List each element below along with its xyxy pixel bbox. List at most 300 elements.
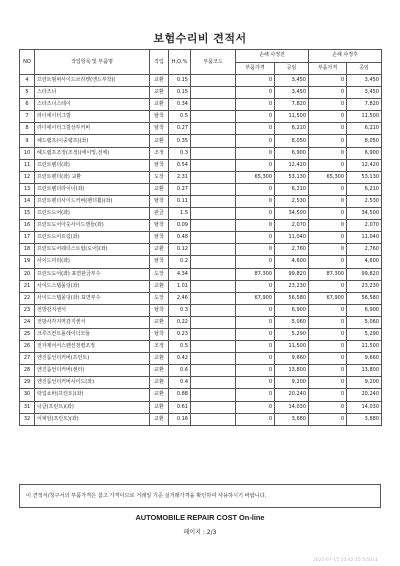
row-hours: 0.61 — [169, 401, 191, 413]
row-work-type: 탈착 — [150, 232, 169, 244]
row-before-labor: 3,450 — [275, 75, 309, 87]
row-work-type: 판금 — [150, 208, 169, 220]
row-after-part-price: 0 — [309, 244, 347, 256]
row-part-code — [191, 413, 236, 425]
row-work-type: 탈착 — [150, 111, 169, 123]
row-item-name: 전방사각지역감지센서 — [35, 316, 150, 328]
row-before-labor: 6,900 — [275, 147, 309, 159]
row-part-code — [191, 377, 236, 389]
row-after-labor: 6,210 — [347, 123, 382, 135]
row-no: 19 — [20, 256, 35, 268]
table-row — [20, 365, 382, 377]
row-work-type: 도장 — [150, 268, 169, 280]
table-row — [20, 123, 382, 135]
row-hours: 0.23 — [169, 328, 191, 340]
row-item-name: 어퍼암(프런트)(좌) — [35, 413, 150, 425]
row-before-labor: 6,210 — [275, 123, 309, 135]
row-before-part-price: 0 — [236, 87, 275, 99]
row-work-type: 조정 — [150, 147, 169, 159]
row-part-code — [191, 304, 236, 316]
row-no: 7 — [20, 111, 35, 123]
row-before-labor: 56,580 — [275, 292, 309, 304]
row-after-part-price: 0 — [309, 195, 347, 207]
estimate-table — [19, 49, 382, 426]
row-part-code — [191, 292, 236, 304]
row-before-part-price: 0 — [236, 244, 275, 256]
table-row — [20, 87, 382, 99]
row-hours: 0.48 — [169, 232, 191, 244]
row-after-part-price: 0 — [309, 377, 347, 389]
row-part-code — [191, 401, 236, 413]
row-no: 20 — [20, 268, 35, 280]
row-after-part-price: 0 — [309, 220, 347, 232]
row-before-part-price: 0 — [236, 316, 275, 328]
row-hours: 0.3 — [169, 147, 191, 159]
row-after-labor: 3,450 — [347, 87, 382, 99]
table-row — [20, 353, 382, 365]
row-work-type: 탈착 — [150, 220, 169, 232]
row-item-name: 전방감지센서 — [35, 304, 150, 316]
row-no: 14 — [20, 195, 35, 207]
row-before-part-price: 0 — [236, 183, 275, 195]
row-item-name: 라디에이터그릴상부커버 — [35, 123, 150, 135]
row-after-labor: 56,580 — [347, 292, 382, 304]
row-after-part-price: 65,300 — [309, 171, 347, 183]
table-row — [20, 147, 382, 159]
table-row — [20, 389, 382, 401]
header-after-labor: 공임 — [347, 62, 382, 75]
table-row — [20, 401, 382, 413]
row-hours: 4.34 — [169, 268, 191, 280]
row-work-type: 교환 — [150, 99, 169, 111]
table-row — [20, 220, 382, 232]
row-before-part-price: 0 — [236, 135, 275, 147]
row-before-part-price: 0 — [236, 280, 275, 292]
row-before-part-price: 0 — [236, 75, 275, 87]
document-title: 보험수리비 견적서 — [153, 32, 247, 45]
row-before-labor: 11,040 — [275, 232, 309, 244]
row-no: 22 — [20, 292, 35, 304]
row-before-part-price: 67,900 — [236, 292, 275, 304]
row-after-labor: 3,450 — [347, 75, 382, 87]
row-hours: 0.15 — [169, 75, 191, 87]
row-after-labor: 53,130 — [347, 171, 382, 183]
row-before-part-price: 0 — [236, 365, 275, 377]
row-item-name: 사이드미러(좌) — [35, 256, 150, 268]
header-no: NO — [20, 50, 35, 75]
row-before-labor: 13,800 — [275, 365, 309, 377]
row-no: 6 — [20, 99, 35, 111]
row-no: 9 — [20, 135, 35, 147]
page-number: 페이지 : 2/3 — [183, 529, 217, 536]
row-work-type: 교환 — [150, 389, 169, 401]
table-row — [20, 316, 382, 328]
row-hours: 0.54 — [169, 159, 191, 171]
row-before-part-price: 0 — [236, 341, 275, 353]
row-part-code — [191, 99, 236, 111]
row-part-code — [191, 159, 236, 171]
row-item-name: 프런트펜더사이드커버(펜더휠)(좌) — [35, 195, 150, 207]
row-after-part-price: 0 — [309, 328, 347, 340]
row-before-labor: 2,530 — [275, 195, 309, 207]
row-item-name: 프런트도어(좌) 표면판금부수 — [35, 268, 150, 280]
row-no: 24 — [20, 316, 35, 328]
row-before-part-price: 0 — [236, 389, 275, 401]
row-after-part-price: 0 — [309, 401, 347, 413]
row-item-name: 엔진룸언더커버(센터) — [35, 365, 150, 377]
row-item-name: 사이드스텝몰딩(좌) — [35, 280, 150, 292]
row-item-name: 프런트도어아웃사이드핸들(좌) — [35, 220, 150, 232]
table-row — [20, 99, 382, 111]
row-after-part-price: 0 — [309, 99, 347, 111]
row-item-name: 프런트도어트림(좌) — [35, 232, 150, 244]
row-before-labor: 2,760 — [275, 244, 309, 256]
table-row — [20, 232, 382, 244]
row-part-code — [191, 75, 236, 87]
row-work-type: 조정 — [150, 341, 169, 353]
row-work-type: 교환 — [150, 413, 169, 425]
row-work-type: 교환 — [150, 75, 169, 87]
row-before-labor: 12,420 — [275, 159, 309, 171]
row-item-name: 프런트펜더라이너(좌) — [35, 183, 150, 195]
row-after-part-price: 0 — [309, 413, 347, 425]
row-work-type: 교환 — [150, 135, 169, 147]
row-before-part-price: 65,300 — [236, 171, 275, 183]
row-part-code — [191, 135, 236, 147]
row-before-labor: 2,070 — [275, 220, 309, 232]
row-after-part-price: 0 — [309, 256, 347, 268]
row-before-labor: 5,290 — [275, 328, 309, 340]
row-before-labor: 11,500 — [275, 111, 309, 123]
row-before-part-price: 0 — [236, 413, 275, 425]
table-row — [20, 171, 382, 183]
row-after-part-price: 0 — [309, 316, 347, 328]
row-hours: 2.31 — [169, 171, 191, 183]
table-row — [20, 256, 382, 268]
row-hours: 0.35 — [169, 135, 191, 147]
row-after-part-price: 0 — [309, 208, 347, 220]
row-work-type: 교환 — [150, 353, 169, 365]
header-after-adjustment: 손해 사정후 — [309, 50, 382, 63]
header-after-part-price: 부품가격 — [309, 62, 347, 75]
row-hours: 0.27 — [169, 183, 191, 195]
row-before-labor: 3,680 — [275, 413, 309, 425]
row-part-code — [191, 389, 236, 401]
row-work-type: 탈착 — [150, 195, 169, 207]
row-work-type: 교환 — [150, 316, 169, 328]
row-before-part-price: 0 — [236, 99, 275, 111]
row-hours: 0.5 — [169, 111, 191, 123]
row-part-code — [191, 341, 236, 353]
row-before-part-price: 87,300 — [236, 268, 275, 280]
row-before-labor: 6,210 — [275, 183, 309, 195]
row-no: 25 — [20, 328, 35, 340]
row-no: 21 — [20, 280, 35, 292]
header-work: 작업 — [150, 50, 169, 75]
row-after-labor: 5,290 — [347, 328, 382, 340]
header-before-part-price: 부품가격 — [236, 62, 275, 75]
row-no: 32 — [20, 413, 35, 425]
row-item-name: 엔진룸언더커버사이드(좌) — [35, 377, 150, 389]
row-work-type: 교환 — [150, 377, 169, 389]
row-no: 10 — [20, 147, 35, 159]
table-row — [20, 280, 382, 292]
row-hours: 0.6 — [169, 365, 191, 377]
row-no: 27 — [20, 353, 35, 365]
row-before-labor: 20,240 — [275, 389, 309, 401]
row-before-part-price: 0 — [236, 208, 275, 220]
row-after-labor: 99,820 — [347, 268, 382, 280]
header-item: 작업항목 및 부품명 — [35, 50, 150, 75]
row-before-part-price: 0 — [236, 220, 275, 232]
table-row — [20, 183, 382, 195]
table-row — [20, 292, 382, 304]
row-hours: 0.3 — [169, 304, 191, 316]
row-before-labor: 99,820 — [275, 268, 309, 280]
row-after-labor: 2,070 — [347, 220, 382, 232]
row-no: 23 — [20, 304, 35, 316]
row-hours: 0.88 — [169, 389, 191, 401]
row-after-part-price: 0 — [309, 87, 347, 99]
row-after-part-price: 0 — [309, 75, 347, 87]
row-no: 16 — [20, 220, 35, 232]
header-before-labor: 공임 — [275, 62, 309, 75]
row-part-code — [191, 111, 236, 123]
row-part-code — [191, 220, 236, 232]
row-after-labor: 7,820 — [347, 99, 382, 111]
row-after-part-price: 0 — [309, 280, 347, 292]
row-item-name: 프런트범퍼사이드브라켓(앤드부착)( — [35, 75, 150, 87]
row-work-type: 교환 — [150, 365, 169, 377]
row-hours: 0.5 — [169, 341, 191, 353]
row-before-labor: 9,660 — [275, 353, 309, 365]
row-before-part-price: 0 — [236, 304, 275, 316]
row-hours: 0.2 — [169, 256, 191, 268]
row-no: 11 — [20, 159, 35, 171]
row-hours: 0.4 — [169, 377, 191, 389]
row-after-part-price: 87,300 — [309, 268, 347, 280]
row-part-code — [191, 183, 236, 195]
row-after-labor: 14,030 — [347, 401, 382, 413]
row-before-labor: 5,060 — [275, 316, 309, 328]
row-no: 12 — [20, 171, 35, 183]
row-before-labor: 8,050 — [275, 135, 309, 147]
header-before-adjustment: 손해 사정전 — [236, 50, 309, 63]
row-hours: 0.22 — [169, 316, 191, 328]
row-after-labor: 5,060 — [347, 316, 382, 328]
price-notice: 이 견적서/청구서의 부품가격은 참고 가격이므로 거래일 기준 실거래가격을 확인하여 사용하시기 바랍니다. — [19, 484, 381, 508]
row-after-part-price: 0 — [309, 135, 347, 147]
row-before-labor: 3,450 — [275, 87, 309, 99]
row-after-labor: 3,680 — [347, 413, 382, 425]
row-no: 5 — [20, 87, 35, 99]
row-item-name: 사이드스텝몰딩(좌) 표면부수 — [35, 292, 150, 304]
table-row — [20, 244, 382, 256]
row-before-part-price: 0 — [236, 147, 275, 159]
row-hours: 0.09 — [169, 220, 191, 232]
row-after-labor: 9,200 — [347, 377, 382, 389]
row-hours: 1.01 — [169, 280, 191, 292]
row-work-type: 탈착 — [150, 159, 169, 171]
row-before-labor: 4,600 — [275, 256, 309, 268]
row-after-part-price: 67,900 — [309, 292, 347, 304]
table-row — [20, 75, 382, 87]
row-after-labor: 34,500 — [347, 208, 382, 220]
row-part-code — [191, 353, 236, 365]
row-item-name: 프런트펜더(좌) 교환 — [35, 171, 150, 183]
row-hours: 0.15 — [169, 87, 191, 99]
row-after-labor: 11,500 — [347, 111, 382, 123]
row-after-labor: 8,050 — [347, 135, 382, 147]
row-after-part-price: 0 — [309, 304, 347, 316]
row-no: 17 — [20, 232, 35, 244]
header-hours: H,Q,% — [169, 50, 191, 75]
row-before-labor: 11,500 — [275, 341, 309, 353]
row-work-type: 교환 — [150, 244, 169, 256]
row-no: 29 — [20, 377, 35, 389]
row-before-labor: 14,030 — [275, 401, 309, 413]
row-part-code — [191, 256, 236, 268]
row-after-part-price: 0 — [309, 123, 347, 135]
row-item-name: 헤드램프(이중램프)(좌) — [35, 135, 150, 147]
row-work-type: 교환 — [150, 183, 169, 195]
row-after-part-price: 0 — [309, 232, 347, 244]
row-item-name: 락업쇼바(프런트)(좌) — [35, 389, 150, 401]
row-part-code — [191, 123, 236, 135]
table-row — [20, 304, 382, 316]
row-after-labor: 11,500 — [347, 341, 382, 353]
row-item-name: 엔진룸언더커버(프런트) — [35, 353, 150, 365]
row-after-part-price: 0 — [309, 183, 347, 195]
row-after-part-price: 0 — [309, 111, 347, 123]
row-work-type: 탈착 — [150, 256, 169, 268]
row-work-type: 탈착 — [150, 328, 169, 340]
row-part-code — [191, 280, 236, 292]
row-work-type: 탈착 — [150, 304, 169, 316]
row-work-type: 탈착 — [150, 123, 169, 135]
row-hours: 0.12 — [169, 244, 191, 256]
row-no: 15 — [20, 208, 35, 220]
row-before-part-price: 0 — [236, 377, 275, 389]
row-before-labor: 23,230 — [275, 280, 309, 292]
table-row — [20, 328, 382, 340]
row-after-labor: 20,240 — [347, 389, 382, 401]
row-hours: 0.42 — [169, 353, 191, 365]
row-part-code — [191, 244, 236, 256]
row-after-labor: 2,530 — [347, 195, 382, 207]
row-before-part-price: 0 — [236, 232, 275, 244]
row-part-code — [191, 328, 236, 340]
row-part-code — [191, 195, 236, 207]
row-part-code — [191, 147, 236, 159]
row-before-part-price: 0 — [236, 123, 275, 135]
row-part-code — [191, 365, 236, 377]
row-after-labor: 6,210 — [347, 183, 382, 195]
row-work-type: 교환 — [150, 401, 169, 413]
row-work-type: 교환 — [150, 87, 169, 99]
row-after-labor: 6,900 — [347, 147, 382, 159]
row-no: 18 — [20, 244, 35, 256]
table-row — [20, 268, 382, 280]
row-work-type: 교환 — [150, 280, 169, 292]
row-item-name: 전자제어서스펜션정렬조정 — [35, 341, 150, 353]
row-after-labor: 12,420 — [347, 159, 382, 171]
row-item-name: 스타즈너스테이 — [35, 99, 150, 111]
row-item-name: 헤드램프조정(조정)(에이밍,전체) — [35, 147, 150, 159]
row-part-code — [191, 268, 236, 280]
row-no: 31 — [20, 401, 35, 413]
row-before-part-price: 0 — [236, 353, 275, 365]
row-before-part-price: 0 — [236, 401, 275, 413]
row-work-type: 도장 — [150, 171, 169, 183]
row-no: 28 — [20, 365, 35, 377]
row-item-name: 라디에이터그릴 — [35, 111, 150, 123]
row-item-name: 너클(프런트)(좌) — [35, 401, 150, 413]
row-no: 30 — [20, 389, 35, 401]
table-row — [20, 159, 382, 171]
row-hours: 0.11 — [169, 195, 191, 207]
row-after-part-price: 0 — [309, 159, 347, 171]
row-part-code — [191, 208, 236, 220]
header-part-code: 부품코드 — [191, 50, 236, 75]
row-no: 26 — [20, 341, 35, 353]
row-after-part-price: 0 — [309, 341, 347, 353]
row-before-part-price: 0 — [236, 111, 275, 123]
table-row — [20, 208, 382, 220]
row-before-labor: 53,130 — [275, 171, 309, 183]
row-work-type: 도장 — [150, 292, 169, 304]
row-item-name: 크루즈컨트롤레이더모듈 — [35, 328, 150, 340]
table-row — [20, 413, 382, 425]
row-after-part-price: 0 — [309, 365, 347, 377]
row-after-labor: 11,040 — [347, 232, 382, 244]
row-hours: 0.34 — [169, 99, 191, 111]
row-hours: 1.5 — [169, 208, 191, 220]
table-row — [20, 341, 382, 353]
row-no: 4 — [20, 75, 35, 87]
row-before-part-price: 0 — [236, 159, 275, 171]
row-no: 13 — [20, 183, 35, 195]
row-after-labor: 4,600 — [347, 256, 382, 268]
row-before-part-price: 0 — [236, 195, 275, 207]
row-after-part-price: 0 — [309, 353, 347, 365]
table-row — [20, 111, 382, 123]
row-before-labor: 34,500 — [275, 208, 309, 220]
row-after-labor: 9,660 — [347, 353, 382, 365]
row-after-labor: 23,230 — [347, 280, 382, 292]
row-before-part-price: 0 — [236, 256, 275, 268]
row-before-part-price: 0 — [236, 328, 275, 340]
row-part-code — [191, 87, 236, 99]
row-after-part-price: 0 — [309, 147, 347, 159]
row-part-code — [191, 232, 236, 244]
header-row-1 — [20, 50, 382, 63]
row-item-name: 프런트도어웨더스트립(도어)(좌) — [35, 244, 150, 256]
row-before-labor: 7,820 — [275, 99, 309, 111]
row-after-labor: 2,760 — [347, 244, 382, 256]
row-hours: 2.46 — [169, 292, 191, 304]
row-part-code — [191, 316, 236, 328]
table-row — [20, 377, 382, 389]
row-item-name: 프런트도어(좌) — [35, 208, 150, 220]
row-item-name: 스타즈너 — [35, 87, 150, 99]
footer-brand: AUTOMOBILE REPAIR COST On-line — [135, 513, 265, 522]
row-item-name: 프런트펜더(좌) — [35, 159, 150, 171]
row-before-labor: 9,200 — [275, 377, 309, 389]
table-row — [20, 135, 382, 147]
row-no: 8 — [20, 123, 35, 135]
print-timestamp: 2025-07-15 10:42:15 5/5011 — [312, 558, 378, 563]
